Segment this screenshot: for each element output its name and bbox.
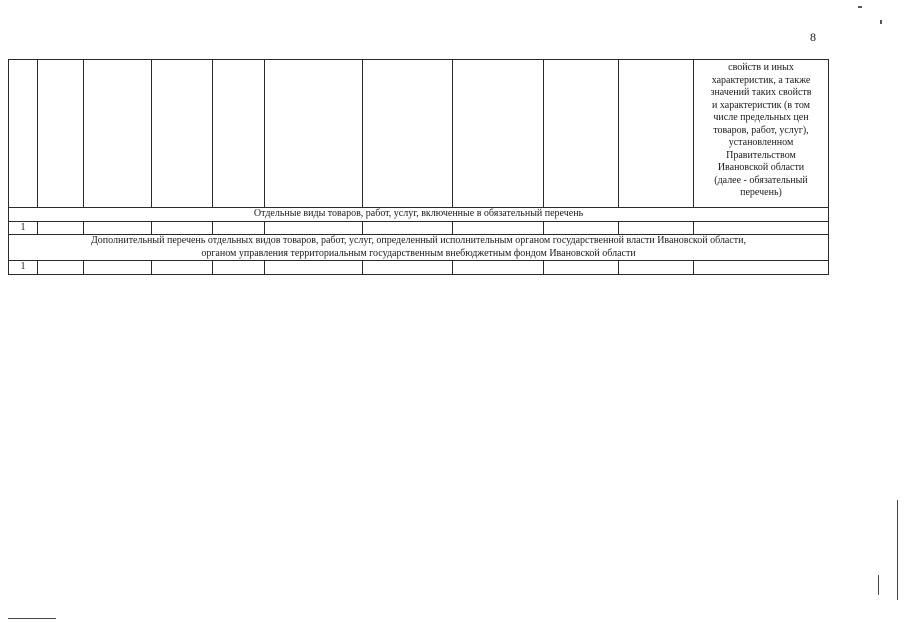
header-cell-mandatory-list-note: свойств и иных характеристик, а также значений таких свойств и характеристик (в том числе предельных цен товаров, работ, услуг), установленном Правительством Ивановской области (далее - обязательный перечень) [694,60,829,208]
table-cell [152,261,213,275]
table-cell [38,261,84,275]
row-number-cell: 1 [9,261,38,275]
section-title-additional-list [9,235,829,261]
page-number: 8 [810,30,816,44]
header-cell [265,60,363,208]
table-header-row [9,60,829,208]
header-cell [38,60,84,208]
scan-speck [880,20,882,24]
section-title-line-2: органом управления территориальным государственным внебюджетным фондом Ивановской области [201,247,636,259]
header-cell [84,60,152,208]
table-cell [363,221,453,235]
header-cell [453,60,544,208]
table-cell [544,221,619,235]
scan-speck [858,6,862,8]
table-cell [213,261,265,275]
header-cell [619,60,694,208]
header-cell [9,60,38,208]
table-row [9,221,829,235]
table-cell [694,261,829,275]
table-cell [213,221,265,235]
table-cell [265,261,363,275]
scan-margin-line [8,618,56,619]
scan-margin-line [897,500,898,600]
table-cell [453,221,544,235]
section-title-mandatory-list: Отдельные виды товаров, работ, услуг, включенные в обязательный перечень [9,208,829,222]
table-cell [84,221,152,235]
table-cell [619,261,694,275]
table-cell [38,221,84,235]
header-cell [213,60,265,208]
header-cell [544,60,619,208]
table-cell [265,221,363,235]
table-cell [152,221,213,235]
section-header-row [9,208,829,222]
table-cell [694,221,829,235]
table-cell [453,261,544,275]
row-number-cell: 1 [9,221,38,235]
document-table [8,59,829,275]
table-cell [544,261,619,275]
scan-margin-line [878,575,879,595]
section-title-line-1: Дополнительный перечень отдельных видов товаров, работ, услуг, определенный исполнительным органом государственной власти Ивановской области, [90,235,747,246]
table-row [9,261,829,275]
section-header-row [9,235,829,261]
table-cell [84,261,152,275]
header-cell [152,60,213,208]
header-cell [363,60,453,208]
table-cell [619,221,694,235]
table-cell [363,261,453,275]
